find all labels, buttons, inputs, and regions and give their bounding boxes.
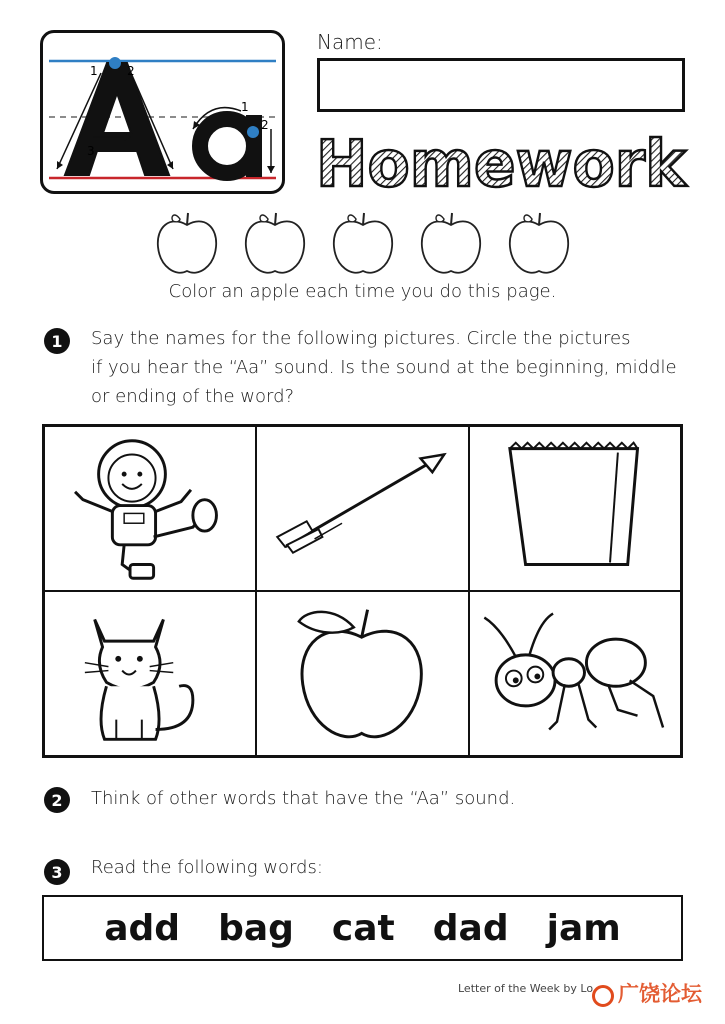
step1-instructions [91,324,677,411]
astronaut-image [45,427,255,590]
reading-word: dad [432,907,509,949]
picture-cell-apple[interactable] [256,591,468,756]
apple-outline-icon[interactable] [326,205,400,279]
step-number: 3 [44,859,70,885]
apple-outline-icon[interactable] [502,205,576,279]
picture-cell-bag[interactable] [469,426,681,591]
letter-tracing-graphic [43,33,282,191]
reading-word: cat [331,907,395,949]
apple-outline-icon[interactable] [414,205,488,279]
picture-cell-astronaut[interactable] [44,426,256,591]
apple-image [257,592,467,755]
step3-instructions: Read the following words: [91,857,323,878]
reading-word: jam [546,907,621,949]
picture-cell-cat[interactable] [44,591,256,756]
svg-text:Homework: Homework [316,128,688,198]
picture-cell-arrow[interactable] [256,426,468,591]
homework-title [312,118,692,198]
reading-word: bag [218,907,294,949]
stroke-number: 2 [127,64,135,78]
cat-image [45,592,255,755]
picture-cell-ant[interactable] [469,591,681,756]
apple-caption: Color an apple each time you do this page. [168,281,557,302]
step2-instructions: Think of other words that have the “Aa” sound. [91,788,516,809]
instruction-line: if you hear the “Aa” sound. Is the sound at the beginning, middle [91,357,677,378]
step-number: 1 [44,328,70,354]
name-field[interactable] [317,58,685,112]
picture-grid [42,424,683,758]
apple-tracker [150,205,580,285]
stroke-number: 3 [87,144,95,158]
arrow-image [257,427,467,590]
stroke-number: 2 [261,118,269,132]
reading-word: add [104,907,181,949]
name-label: Name: [317,30,383,54]
watermark-logo-icon [592,985,614,1007]
watermark: 广饶论坛 [618,982,702,1006]
bag-image [470,427,680,590]
word-list [42,895,683,961]
letter-card [40,30,285,194]
instruction-line: Say the names for the following pictures. Circle the pictures [91,328,631,349]
apple-outline-icon[interactable] [238,205,312,279]
footer-credit: Letter of the Week by Lo [458,982,594,995]
apple-outline-icon[interactable] [150,205,224,279]
ant-image [470,592,680,755]
step-number: 2 [44,787,70,813]
stroke-number: 1 [90,64,98,78]
instruction-line: or ending of the word? [91,386,295,407]
stroke-number: 1 [241,100,249,114]
